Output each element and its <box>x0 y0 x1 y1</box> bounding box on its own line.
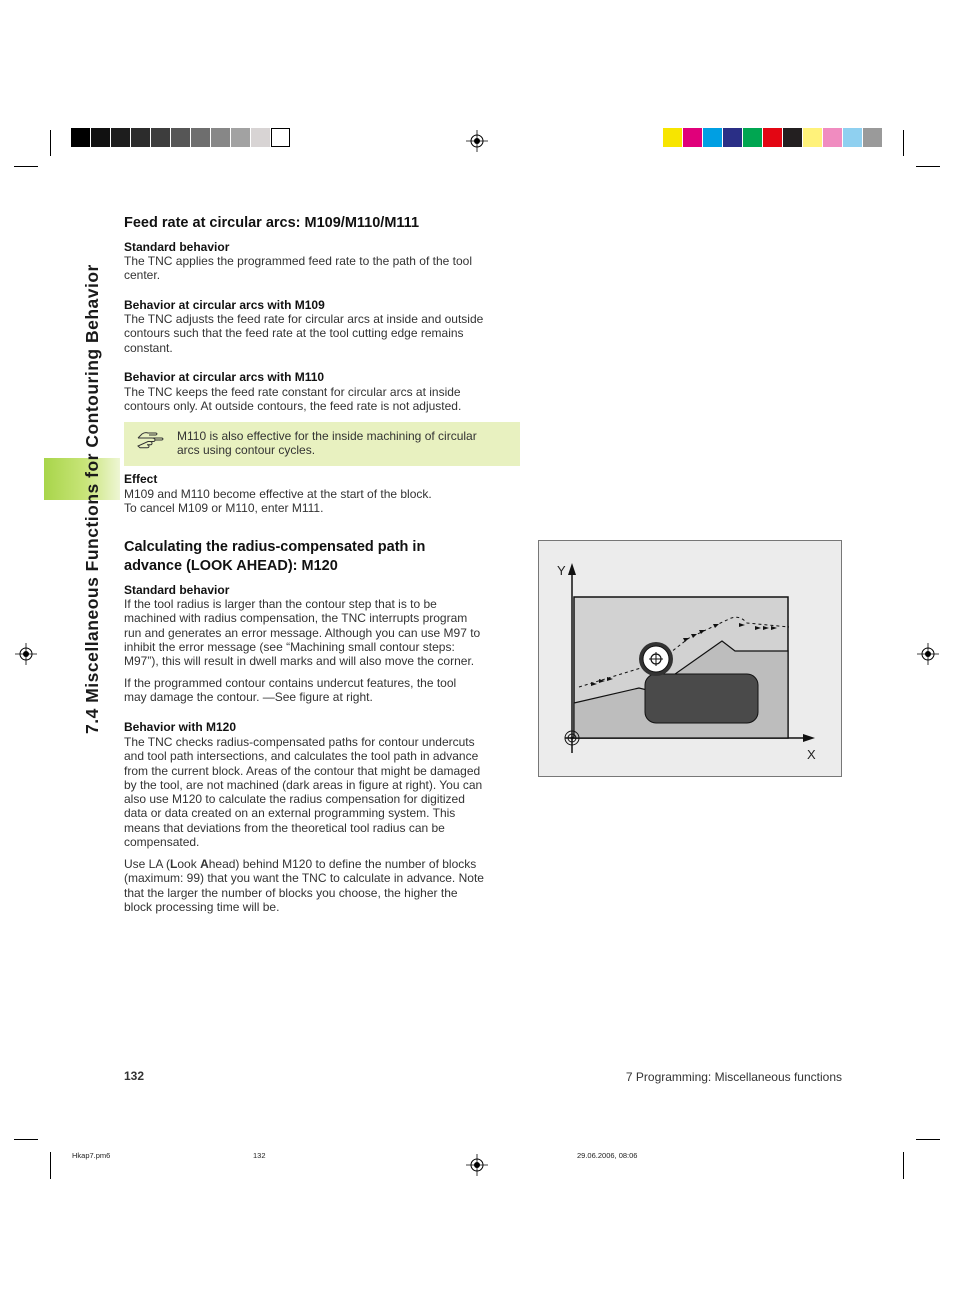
color-swatch <box>683 128 702 147</box>
gray-swatch <box>171 128 190 147</box>
paragraph-effect <box>124 487 520 516</box>
heading-line: advance (LOOK AHEAD): M120 <box>124 558 338 574</box>
look-ahead-figure <box>538 540 842 777</box>
registration-mark-icon <box>466 1154 488 1176</box>
paragraph-standard-behavior <box>124 254 520 283</box>
subheading-standard-behavior: Standard behavior <box>124 240 230 254</box>
slug-page: 132 <box>253 1151 266 1160</box>
slug-filename: Hkap7.pm6 <box>72 1151 111 1160</box>
subheading-m109: Behavior at circular arcs with M109 <box>124 298 325 312</box>
color-swatch <box>783 128 802 147</box>
registration-mark-icon <box>466 130 488 152</box>
section-heading-look-ahead <box>124 538 425 576</box>
section-heading-feed-rate: Feed rate at circular arcs: M109/M110/M111 <box>124 215 420 231</box>
text-line: that the larger the number of blocks you choose, the higher the <box>124 885 458 900</box>
paragraph-standard-behavior-2 <box>124 597 520 668</box>
text-line: M109 and M110 become effective at the start of the block. <box>124 487 432 501</box>
bold-letter: L <box>170 857 178 871</box>
text-line: means that deviations from the theoretical tool radius can be <box>124 820 445 835</box>
color-swatch <box>803 128 822 147</box>
chapter-side-title: 7.4 Miscellaneous Functions for Contouring Behavior <box>82 264 102 734</box>
text-line: machined with radius compensation, the TNC interrupts program <box>124 611 468 626</box>
paragraph-undercut <box>124 676 520 705</box>
text-line: may damage the contour. —See figure at right. <box>124 690 373 705</box>
subheading-m120: Behavior with M120 <box>124 720 237 734</box>
y-axis-arrow <box>568 563 576 575</box>
text-line: If the programmed contour contains undercut features, the tool <box>124 676 457 690</box>
milling-cutter-icon <box>639 642 673 676</box>
gray-swatch <box>131 128 150 147</box>
gray-swatch <box>191 128 210 147</box>
text-line: contours such that the feed rate at the tool cutting edge remains <box>124 326 464 341</box>
color-swatch <box>823 128 842 147</box>
text-line: M97”), this will result in dwell marks and will also move the corner. <box>124 654 475 669</box>
color-swatch <box>743 128 762 147</box>
color-swatch <box>863 128 882 147</box>
text-line: To cancel M109 or M110, enter M111. <box>124 501 324 516</box>
text-line: If the tool radius is larger than the contour step that is to be <box>124 597 437 611</box>
text-line: The TNC keeps the feed rate constant for circular arcs at inside <box>124 385 461 399</box>
crop-mark <box>50 1152 51 1179</box>
crop-mark <box>916 1139 940 1140</box>
pointing-hand-icon <box>136 429 166 449</box>
paragraph-look-ahead <box>124 857 520 914</box>
text-line: and tool path intersections, and calculates the tool path in advance <box>124 749 479 764</box>
x-axis-arrow <box>803 734 815 742</box>
crop-mark <box>50 130 51 156</box>
color-swatch <box>843 128 862 147</box>
crop-mark <box>14 166 38 167</box>
text-line: (maximum: 99) that you want the TNC to calculate in advance. Note <box>124 871 484 886</box>
heading-line: Calculating the radius-compensated path in <box>124 539 426 555</box>
subheading-effect: Effect <box>124 472 158 486</box>
crop-mark <box>14 1139 38 1140</box>
text-run: head) behind M120 to define the number of blocks <box>208 857 477 871</box>
figure-drawing <box>539 541 841 776</box>
undercut-area <box>645 674 758 723</box>
text-line: inhibit the error message (see “Machining small contour steps: <box>124 639 455 654</box>
gray-swatch <box>91 128 110 147</box>
text-line: block processing time will be. <box>124 899 280 914</box>
crop-mark <box>916 166 940 167</box>
text-line: compensated. <box>124 835 200 850</box>
y-axis-label: Y <box>557 563 566 578</box>
chapter-footer: 7 Programming: Miscellaneous functions <box>625 1070 842 1084</box>
text-line: M110 is also effective for the inside machining of circular <box>177 429 477 443</box>
slug-date: 29.06.2006, 08:06 <box>577 1151 638 1160</box>
registration-mark-icon <box>15 643 37 665</box>
crop-mark <box>903 1152 904 1179</box>
text-line: constant. <box>124 340 173 355</box>
gray-swatch <box>151 128 170 147</box>
x-axis-label: X <box>807 747 816 762</box>
paragraph-m110 <box>124 385 520 414</box>
text-line: data or data created on an external programming system. This <box>124 806 456 821</box>
text-run: Use LA ( <box>124 857 171 871</box>
gray-swatch <box>71 128 90 147</box>
paragraph-m120 <box>124 735 520 849</box>
subheading-standard-behavior-2: Standard behavior <box>124 583 230 597</box>
note-box <box>124 422 520 466</box>
page-number: 132 <box>124 1069 145 1083</box>
color-swatch <box>663 128 682 147</box>
gray-swatch <box>211 128 230 147</box>
text-run: ook <box>177 857 201 871</box>
text-line: center. <box>124 268 161 283</box>
color-swatch <box>703 128 722 147</box>
gray-swatch <box>251 128 270 147</box>
gray-swatch <box>231 128 250 147</box>
registration-mark-icon <box>917 643 939 665</box>
text-line: The TNC applies the programmed feed rate to the path of the tool <box>124 254 472 268</box>
text-line: also use M120 to calculate the radius compensation for digitized <box>124 792 465 807</box>
color-swatch <box>723 128 742 147</box>
bold-letter: A <box>200 857 209 871</box>
text-line: arcs using contour cycles. <box>177 443 316 458</box>
crop-mark <box>903 130 904 156</box>
paragraph-m109 <box>124 312 520 355</box>
gray-swatch <box>271 128 290 147</box>
text-line: contours only. At outside contours, the feed rate is not adjusted. <box>124 399 462 414</box>
note-text <box>177 429 512 458</box>
text-line: by the tool, are not machined (dark areas in figure at right). You can <box>124 777 483 792</box>
text-line: from the current block. Areas of the contour that might be damaged <box>124 763 481 778</box>
color-swatch <box>763 128 782 147</box>
gray-swatch <box>111 128 130 147</box>
text-line: The TNC checks radius-compensated paths for contour undercuts <box>124 735 475 749</box>
subheading-m110: Behavior at circular arcs with M110 <box>124 370 325 384</box>
text-line: The TNC adjusts the feed rate for circular arcs at inside and outside <box>124 312 484 326</box>
text-line <box>124 857 520 871</box>
text-line: run and generates an error message. Although you can use M97 to <box>124 625 481 640</box>
